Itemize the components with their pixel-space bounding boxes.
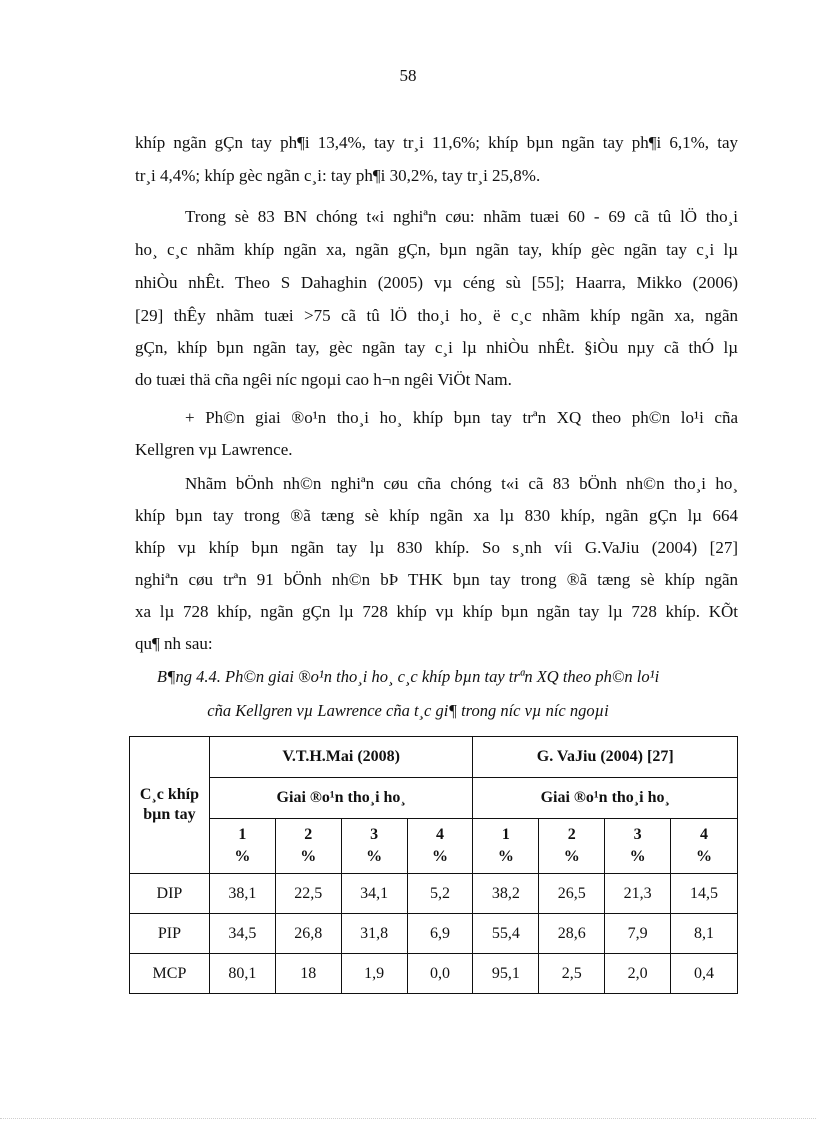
value-cell: 21,3 — [605, 874, 671, 914]
group-subtitle-cell: Giai ®o¹n tho¸i ho¸ — [473, 778, 738, 819]
stage-unit: % — [234, 848, 251, 865]
stage-header-cell — [209, 819, 275, 874]
stage-number: 2 — [567, 826, 576, 843]
value-cell: 28,6 — [539, 914, 605, 954]
stage-number: 3 — [370, 826, 379, 843]
row-label-cell: PIP — [130, 914, 210, 954]
value-cell: 26,8 — [275, 914, 341, 954]
value-cell: 34,5 — [209, 914, 275, 954]
table-row — [130, 954, 738, 994]
text-line: Kellgren vµ Lawrence. — [135, 440, 293, 459]
value-cell: 55,4 — [473, 914, 539, 954]
stage-number: 4 — [435, 826, 444, 843]
stage-number: 3 — [633, 826, 642, 843]
value-cell: 6,9 — [407, 914, 473, 954]
stage-number: 4 — [700, 826, 709, 843]
row-header-label: C¸c khíp bµn tay — [139, 786, 199, 823]
stage-header-cell — [473, 819, 539, 874]
group-subtitle-cell: Giai ®o¹n tho¸i ho¸ — [209, 778, 473, 819]
stage-header-cell — [407, 819, 473, 874]
text-line: khíp vµ khíp bµn ngãn tay lµ 830 khíp. So s¸nh víi G.VaJiu (2004) [27] — [135, 538, 738, 557]
text-line: nhiÒu nhÊt. Theo S Dahaghin (2005) vµ céng sù [55]; Haarra, Mikko (2006) — [135, 273, 738, 292]
text-line: gÇn, khíp bµn ngãn tay, gèc ngãn tay c¸i lµ nhiÒu nhÊt. §iÒu nµy cã thÓ lµ — [135, 338, 738, 357]
value-cell: 0,4 — [671, 954, 738, 994]
value-cell: 18 — [275, 954, 341, 994]
body-text — [135, 0, 738, 660]
text-line: [29] thÊy nhãm tuæi >75 cã tû lÖ tho¸i ho¸ ë c¸c nhãm khíp ngãn xa, ngãn — [135, 306, 738, 325]
text-line: khíp bµn tay trong ®ã tæng sè khíp ngãn xa lµ 830 khíp, ngãn gÇn lµ 664 — [135, 506, 738, 525]
value-cell: 14,5 — [671, 874, 738, 914]
stage-number: 1 — [238, 826, 247, 843]
stage-header-cell — [341, 819, 407, 874]
value-cell: 0,0 — [407, 954, 473, 994]
value-cell: 80,1 — [209, 954, 275, 994]
value-cell: 1,9 — [341, 954, 407, 994]
value-cell: 7,9 — [605, 914, 671, 954]
stage-number: 2 — [304, 826, 313, 843]
value-cell: 5,2 — [407, 874, 473, 914]
value-cell: 2,5 — [539, 954, 605, 994]
stage-header-cell — [539, 819, 605, 874]
table-caption-line: B¶ng 4.4. Ph©n giai ®o¹n tho¸i ho¸ c¸c khíp bµn tay trªn XQ theo ph©n lo¹i — [156, 667, 660, 686]
text-line: xa lµ 728 khíp, ngãn gÇn lµ 728 khíp vµ khíp bµn ngãn tay lµ 728 khíp. KÕt — [135, 602, 738, 621]
page-number: 58 — [399, 66, 417, 85]
group-title-cell: G. VaJiu (2004) [27] — [473, 737, 738, 778]
value-cell: 31,8 — [341, 914, 407, 954]
value-cell: 38,1 — [209, 874, 275, 914]
text-line: Nhãm bÖnh nh©n nghiªn cøu cña chóng t«i cã 83 bÖnh nh©n tho¸i ho¸ — [185, 474, 738, 493]
table-row — [130, 914, 738, 954]
text-line: khíp ngãn gÇn tay ph¶i 13,4%, tay tr¸i 11,6%; khíp bµn ngãn tay ph¶i 6,1%, tay — [135, 133, 738, 152]
text-line: ho¸ c¸c nhãm khíp ngãn xa, ngãn gÇn, bµn ngãn tay, khíp gèc ngãn tay c¸i lµ — [135, 240, 738, 259]
text-line: + Ph©n giai ®o¹n tho¸i ho¸ khíp bµn tay trªn XQ theo ph©n lo¹i cña — [185, 408, 738, 427]
text-line: nghiªn cøu trªn 91 bÖnh nh©n bÞ THK bµn tay trong ®ã tæng sè khíp ngãn — [135, 570, 738, 589]
value-cell: 8,1 — [671, 914, 738, 954]
stage-unit: % — [629, 848, 646, 865]
stage-unit: % — [563, 848, 580, 865]
page-bottom-rule — [0, 1118, 816, 1119]
stage-unit: % — [300, 848, 317, 865]
stage-unit: % — [497, 848, 514, 865]
table-row — [130, 874, 738, 914]
stage-header-cell — [605, 819, 671, 874]
value-cell: 26,5 — [539, 874, 605, 914]
stage-number: 1 — [501, 826, 510, 843]
stage-header-cell — [275, 819, 341, 874]
stage-unit: % — [431, 848, 448, 865]
value-cell: 34,1 — [341, 874, 407, 914]
table-caption-line: cña Kellgren vµ Lawrence cña t¸c gi¶ trong níc vµ níc ngoµi — [207, 701, 609, 720]
row-header-cell — [130, 737, 210, 874]
value-cell: 95,1 — [473, 954, 539, 994]
text-line: qu¶ nh sau: — [135, 634, 213, 653]
value-cell: 38,2 — [473, 874, 539, 914]
stage-table — [129, 736, 738, 994]
value-cell: 2,0 — [605, 954, 671, 994]
value-cell: 22,5 — [275, 874, 341, 914]
row-label-cell: DIP — [130, 874, 210, 914]
stage-header-cell — [671, 819, 738, 874]
text-line: do tuæi thä cña ngêi níc ngoµi cao h¬n ngêi ViÖt Nam. — [135, 370, 512, 389]
row-label-cell: MCP — [130, 954, 210, 994]
stage-unit: % — [366, 848, 383, 865]
group-title-cell: V.T.H.Mai (2008) — [209, 737, 473, 778]
text-line: tr¸i 4,4%; khíp gèc ngãn c¸i: tay ph¶i 30,2%, tay tr¸i 25,8%. — [135, 166, 541, 185]
stage-unit: % — [696, 848, 713, 865]
text-line: Trong sè 83 BN chóng t«i nghiªn cøu: nhãm tuæi 60 - 69 cã tû lÖ tho¸i — [185, 207, 738, 226]
